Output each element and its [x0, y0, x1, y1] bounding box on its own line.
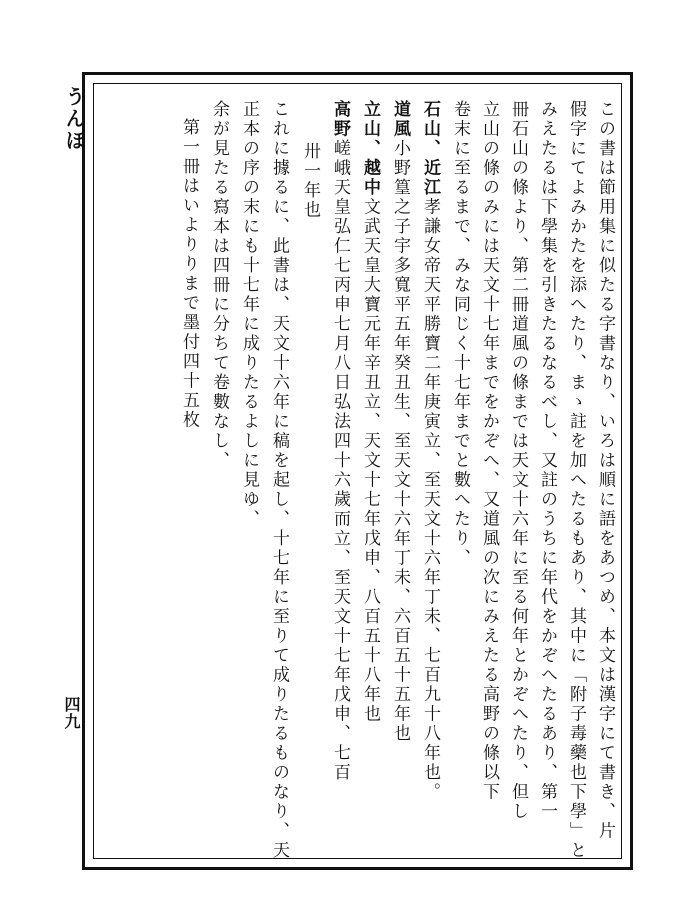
text-column-6: 卷末に至るまで、みな同じく十七年までと數へたり、 — [450, 100, 470, 568]
text-column-2: 假字にてよみかたを添へたり、まゝ註を加へたるもあり、其中に「附子毒藥也下學」と — [566, 100, 586, 861]
page-number: 四九 — [62, 696, 81, 730]
entry-ishiyama — [421, 100, 438, 802]
entry-head: 道風 — [390, 100, 410, 139]
text-column-3: みえたるは下學集を引きたるなるべし、又註のうちに年代をかぞへたるあり、第一 — [537, 100, 557, 822]
text-column-14: 余が見たる寫本は四冊に分ちて卷數なし、 — [209, 100, 229, 471]
entry-body: 嵯峨天皇弘仁七丙申七月八日弘法四十六歲而立、至天文十七年戊申、七百 — [330, 139, 350, 783]
volume-range: 第一冊はいよりりまで — [179, 118, 199, 313]
entry-body: 文武天皇大寶元年辛丑立、天文十七年戊申、八百五十八年也 — [360, 197, 380, 724]
text-column-13: 正本の序の末にも十七年に成りたるよしに見ゆ、 — [239, 100, 259, 529]
entry-dofu — [391, 100, 408, 744]
text-column-4: 冊石山の條より、第二冊道風の條までは天文十六年に至る何年とかぞへたり、但し — [508, 100, 528, 822]
volume-sheets: 墨付四十五枚 — [179, 313, 199, 430]
entry-tateyama — [361, 100, 378, 724]
entry-koya — [331, 100, 348, 783]
text-column-12: これに據るに、此書は、天文十六年に稿を起し、十七年に至りて成りたるものなり、天 — [269, 100, 289, 861]
entry-body: 小野篁之子宇多寬平五年癸丑生、至天文十六年丁未、六百五十五年也 — [390, 139, 410, 744]
text-column-5: 立山の條のみには天文十七年までをかぞへ、又道風の次にみえたる高野の條以下 — [479, 100, 499, 802]
volume-entry — [180, 118, 197, 430]
text-column-11: 卅一年也 — [300, 142, 320, 220]
text-column-1: この書は節用集に似たる字書なり、いろは順に語をあつめ、本文は漢字にて書き、片 — [595, 100, 615, 841]
entry-head: 石山、近江 — [420, 100, 440, 198]
running-title: うんほ — [62, 86, 86, 152]
entry-body: 孝謙女帝天平勝寶二年庚寅立、至天文十六年丁未、七百九十八年也。 — [420, 197, 440, 802]
entry-head: 高野 — [330, 100, 350, 139]
entry-head: 立山、越中 — [360, 100, 380, 198]
